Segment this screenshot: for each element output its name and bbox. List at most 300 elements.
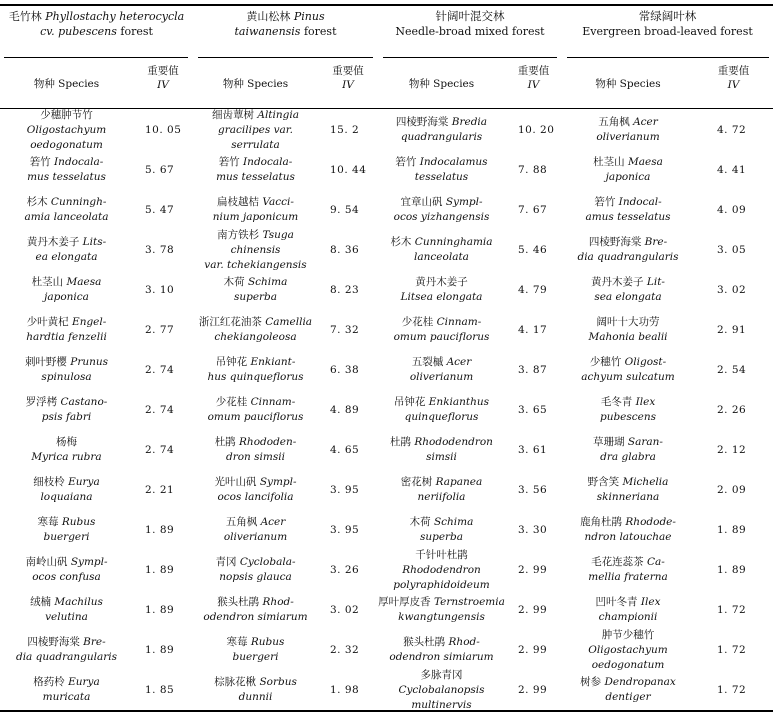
species-name-cn: 宜章山矾 bbox=[400, 196, 446, 208]
iv-col-header bbox=[133, 64, 193, 104]
species-cell bbox=[378, 270, 505, 310]
table-row bbox=[0, 190, 773, 230]
species-name-cn: 杜茎山 bbox=[31, 276, 67, 288]
species-line-2: dron simsii bbox=[226, 451, 285, 463]
species-cell bbox=[0, 270, 133, 310]
species-line-1 bbox=[224, 275, 288, 290]
species-cell bbox=[562, 190, 694, 230]
forest-name-cn: 常绿阔叶林 bbox=[638, 9, 697, 23]
species-line-1 bbox=[390, 435, 493, 450]
iv-value: 5. 67 bbox=[145, 164, 175, 176]
species-name-latin: Altingia bbox=[257, 108, 299, 121]
iv-value: 8. 23 bbox=[330, 284, 360, 296]
species-name-latin: Dendropanax bbox=[604, 676, 676, 688]
species-cell bbox=[378, 190, 505, 230]
iv-value: 4. 89 bbox=[330, 404, 360, 416]
forest-name-latin-2: cv. pubescens bbox=[40, 25, 117, 38]
species-line-2: Litsea elongata bbox=[400, 291, 483, 303]
species-line-1 bbox=[401, 475, 482, 490]
species-line-2: tesselatus bbox=[414, 171, 469, 183]
iv-value: 2. 99 bbox=[518, 564, 548, 576]
species-line-1 bbox=[593, 155, 663, 170]
forest-name-en: forest bbox=[120, 25, 153, 38]
species-line-1 bbox=[217, 195, 294, 210]
iv-value: 2. 99 bbox=[518, 644, 548, 656]
species-cell bbox=[193, 230, 318, 270]
species-line-2: dia quadrangularis bbox=[15, 651, 118, 663]
species-line-1 bbox=[394, 395, 489, 410]
species-col-header: 物种 Species bbox=[408, 78, 475, 90]
species-line-1 bbox=[38, 515, 96, 530]
iv-value: 7. 67 bbox=[518, 204, 548, 216]
species-name-cn: 木荷 bbox=[223, 276, 248, 288]
species-name-latin: Schima bbox=[247, 276, 288, 288]
species-cell bbox=[193, 630, 318, 670]
species-cell bbox=[0, 310, 133, 350]
species-col-header: 物种 Species bbox=[222, 78, 289, 90]
species-name-latin: Sympl- bbox=[70, 556, 108, 568]
species-name-latin: Cyclobalanopsis bbox=[398, 683, 485, 696]
species-line-1 bbox=[27, 195, 107, 210]
species-line-2: lanceolata bbox=[414, 251, 469, 263]
species-name-cn: 五角枫 bbox=[598, 116, 634, 128]
forest-name-en: Evergreen broad-leaved forest bbox=[582, 25, 753, 38]
species-name-cn: 绒楠 bbox=[30, 596, 55, 608]
iv-value: 3. 05 bbox=[717, 244, 747, 256]
table-row bbox=[0, 550, 773, 590]
species-name-cn: 草珊瑚 bbox=[593, 436, 628, 448]
species-line-2: dunnii bbox=[238, 691, 273, 703]
species-name-cn: 少穗竹 bbox=[589, 356, 625, 368]
species-name-cn: 黄丹木姜子 bbox=[26, 236, 83, 248]
species-cell bbox=[193, 470, 318, 510]
iv-value: 2. 99 bbox=[518, 604, 548, 616]
species-name-cn: 吊钟花 bbox=[215, 356, 251, 368]
species-name-cn: 棕脉花楸 bbox=[214, 676, 260, 688]
species-line-1 bbox=[580, 675, 676, 690]
species-cell bbox=[378, 630, 505, 670]
species-name-latin: Ca- bbox=[647, 556, 665, 568]
species-line-2: omum pauciflorus bbox=[207, 411, 304, 423]
species-line-1 bbox=[403, 635, 480, 650]
iv-value: 2. 74 bbox=[145, 444, 175, 456]
species-line-1 bbox=[27, 235, 106, 250]
species-name-cn: 千针叶杜鹃 bbox=[415, 548, 468, 561]
species-line-1 bbox=[217, 595, 294, 610]
iv-value: 2. 32 bbox=[330, 644, 360, 656]
species-name-cn: 杜鹃 bbox=[390, 436, 415, 448]
species-line-2: ea elongata bbox=[35, 251, 98, 263]
iv-value: 2. 26 bbox=[717, 404, 747, 416]
species-name-latin: Rapanea bbox=[435, 476, 483, 488]
iv-value: 5. 46 bbox=[518, 244, 548, 256]
iv-value: 4. 65 bbox=[330, 444, 360, 456]
table-row bbox=[0, 390, 773, 430]
iv-value: 3. 02 bbox=[717, 284, 747, 296]
species-name-latin: Indocal- bbox=[618, 196, 662, 208]
species-cell bbox=[378, 670, 505, 710]
species-line-2: gracilipes var. serrulata bbox=[217, 123, 293, 151]
iv-value: 3. 95 bbox=[330, 484, 360, 496]
species-col-header: 物种 Species bbox=[33, 78, 100, 90]
species-line-1 bbox=[591, 275, 665, 290]
species-line-1 bbox=[215, 435, 297, 450]
species-name-latin: Saran- bbox=[627, 436, 663, 448]
iv-symbol: IV bbox=[342, 79, 354, 91]
species-name-latin: Rhod- bbox=[448, 636, 480, 648]
species-name-cn: 黄丹木姜子 bbox=[415, 276, 468, 288]
species-name-latin: Michelia bbox=[622, 476, 669, 488]
species-name-latin: Machilus bbox=[54, 596, 103, 608]
species-line-2: nium japonicum bbox=[212, 211, 299, 223]
species-line-2: nopsis glauca bbox=[219, 571, 292, 583]
species-name-latin: Prunus bbox=[70, 356, 109, 368]
species-line-1 bbox=[562, 628, 694, 658]
iv-value: 1. 89 bbox=[145, 564, 175, 576]
species-cell bbox=[378, 150, 505, 190]
species-line-1 bbox=[378, 668, 505, 698]
table-bottom-rule bbox=[0, 710, 773, 712]
species-name-latin: Lit- bbox=[646, 276, 665, 288]
iv-value: 3. 78 bbox=[145, 244, 175, 256]
iv-symbol: IV bbox=[157, 79, 169, 91]
iv-value: 6. 38 bbox=[330, 364, 360, 376]
species-line-1 bbox=[596, 595, 661, 610]
iv-value: 3. 10 bbox=[145, 284, 175, 296]
species-name-cn: 凹叶冬青 bbox=[595, 596, 641, 608]
forest-name-en: forest bbox=[303, 25, 337, 38]
species-name-cn: 刺叶野樱 bbox=[24, 356, 71, 368]
forest-name-latin: Phyllostachy heterocycla bbox=[45, 10, 185, 23]
species-cell bbox=[378, 390, 505, 430]
species-cell bbox=[562, 350, 694, 390]
species-name-cn: 四棱野海棠 bbox=[588, 236, 645, 248]
species-line-1 bbox=[216, 395, 296, 410]
species-line-2: amia lanceolata bbox=[24, 211, 109, 223]
species-line-1 bbox=[199, 315, 312, 330]
iv-value: 1. 89 bbox=[145, 604, 175, 616]
species-name-cn: 少穗肿节竹 bbox=[40, 108, 93, 121]
species-cell bbox=[0, 430, 133, 470]
species-cell bbox=[378, 310, 505, 350]
species-name-cn: 南岭山矾 bbox=[25, 556, 71, 568]
iv-value: 10. 20 bbox=[518, 124, 555, 136]
forest-name-cn: 黄山松林 bbox=[246, 10, 291, 23]
species-name-cn: 厚叶厚皮香 bbox=[378, 596, 434, 608]
species-name-latin: Sympl- bbox=[445, 196, 483, 208]
species-line-2: japonica bbox=[605, 171, 651, 183]
species-line-2: dia quadrangularis bbox=[577, 251, 679, 263]
iv-symbol: IV bbox=[527, 79, 540, 91]
species-line-1 bbox=[390, 235, 492, 250]
species-line-2: Myrica rubra bbox=[31, 451, 102, 463]
species-line-1 bbox=[395, 155, 487, 170]
species-cell bbox=[0, 590, 133, 630]
species-name-cn: 毛冬青 bbox=[600, 396, 636, 408]
species-name-cn: 杉木 bbox=[26, 196, 51, 208]
species-name-cn: 肿节少穗竹 bbox=[601, 628, 655, 641]
species-line-1 bbox=[32, 275, 102, 290]
species-name-cn: 箬竹 bbox=[29, 156, 55, 168]
iv-col-header bbox=[694, 64, 773, 104]
species-line-2: mus tesselatus bbox=[216, 171, 295, 183]
iv-value: 1. 72 bbox=[717, 604, 747, 616]
species-line-1 bbox=[378, 595, 505, 610]
species-line-2: spinulosa bbox=[41, 371, 92, 383]
iv-value: 1. 89 bbox=[717, 564, 747, 576]
species-line-2: oliverianum bbox=[596, 131, 660, 143]
species-cell bbox=[0, 510, 133, 550]
species-line-2: dentiger bbox=[605, 691, 651, 703]
species-name-latin: Enkianthus bbox=[428, 396, 490, 408]
species-line-1 bbox=[193, 228, 318, 258]
species-line-1 bbox=[214, 675, 297, 690]
species-cell bbox=[562, 510, 694, 550]
species-line-1 bbox=[597, 315, 660, 330]
iv-value: 15. 2 bbox=[330, 124, 360, 136]
species-name-cn: 五角枫 bbox=[225, 516, 261, 528]
species-line-2: superba bbox=[419, 531, 464, 543]
species-name-cn: 鹿角杜鹃 bbox=[580, 516, 626, 528]
species-line-2: psis fabri bbox=[41, 411, 92, 423]
species-name-latin: Bre- bbox=[83, 636, 106, 648]
species-cell bbox=[193, 510, 318, 550]
species-cell bbox=[0, 230, 133, 270]
species-cell bbox=[0, 470, 133, 510]
species-name-latin: Bre- bbox=[644, 236, 668, 248]
species-name-cn: 箬竹 bbox=[395, 156, 420, 168]
species-line-1 bbox=[226, 515, 286, 530]
species-name-latin: Acer bbox=[260, 516, 286, 528]
forest-name-en: Needle-broad mixed forest bbox=[395, 25, 545, 38]
species-line-1 bbox=[25, 555, 107, 570]
species-name-latin: Eurya bbox=[68, 676, 100, 688]
species-name-latin: Cinnam- bbox=[436, 316, 482, 328]
table-row bbox=[0, 510, 773, 550]
species-line-2: chekiangoleosa bbox=[214, 331, 297, 343]
species-line-2: hardtia fenzelii bbox=[26, 331, 107, 343]
iv-value: 1. 89 bbox=[145, 644, 175, 656]
species-line-1 bbox=[402, 315, 482, 330]
species-cell bbox=[0, 390, 133, 430]
species-name-cn: 杨梅 bbox=[56, 436, 77, 448]
species-cell bbox=[193, 310, 318, 350]
table-row bbox=[0, 670, 773, 710]
species-name-cn: 毛花连蕊茶 bbox=[591, 556, 647, 568]
table-row bbox=[0, 430, 773, 470]
species-name-latin: Engel- bbox=[72, 316, 107, 328]
iv-value: 3. 02 bbox=[330, 604, 360, 616]
species-cell bbox=[0, 350, 133, 390]
species-cell bbox=[562, 310, 694, 350]
table-row bbox=[0, 150, 773, 190]
table-row bbox=[0, 310, 773, 350]
species-cell bbox=[562, 670, 694, 710]
species-line-2: buergeri bbox=[43, 531, 90, 543]
species-line-2: mellia fraterna bbox=[588, 571, 668, 583]
species-cell bbox=[193, 270, 318, 310]
iv-value: 1. 89 bbox=[145, 524, 175, 536]
species-name-cn: 格药柃 bbox=[33, 676, 69, 688]
species-name-latin: Rhod- bbox=[262, 596, 294, 608]
species-name-latin: Vacci- bbox=[262, 196, 294, 208]
species-cell bbox=[378, 350, 505, 390]
iv-value: 1. 72 bbox=[717, 644, 747, 656]
species-line-2: odendron simiarum bbox=[203, 611, 308, 623]
species-name-cn: 寒莓 bbox=[226, 636, 251, 648]
species-name-latin: Maesa bbox=[66, 276, 102, 288]
species-name-latin: Sorbus bbox=[259, 676, 297, 688]
species-cell bbox=[562, 110, 694, 150]
iv-value: 5. 47 bbox=[145, 204, 175, 216]
species-line-1 bbox=[396, 115, 487, 130]
iv-label: 重要值 bbox=[517, 65, 550, 77]
species-name-latin: Rhododendron bbox=[414, 436, 493, 448]
species-line-2: odendron simiarum bbox=[389, 651, 494, 663]
species-line-2: oliverianum bbox=[223, 531, 288, 543]
species-name-latin: Cyclobala- bbox=[239, 556, 296, 568]
species-cell bbox=[0, 150, 133, 190]
species-name-cn: 细齿蕈树 bbox=[212, 108, 258, 121]
table-row bbox=[0, 470, 773, 510]
species-cell bbox=[562, 390, 694, 430]
species-line-2: oedogonatum bbox=[591, 658, 665, 671]
iv-value: 3. 65 bbox=[518, 404, 548, 416]
iv-value: 2. 91 bbox=[717, 324, 747, 336]
species-name-cn: 青冈 bbox=[215, 556, 240, 568]
iv-value: 1. 85 bbox=[145, 684, 175, 696]
iv-value: 4. 17 bbox=[518, 324, 548, 336]
species-name-latin: Rhododendron bbox=[402, 563, 481, 576]
species-name-latin: Ternstroemia bbox=[433, 596, 505, 608]
species-name-cn: 杜茎山 bbox=[593, 156, 628, 168]
species-cell bbox=[378, 110, 505, 150]
species-name-latin: Rubus bbox=[61, 516, 96, 528]
species-line-2: kwangtungensis bbox=[398, 611, 485, 623]
species-cell bbox=[193, 110, 318, 150]
iv-value: 9. 54 bbox=[330, 204, 360, 216]
iv-value: 1. 89 bbox=[717, 524, 747, 536]
species-name-cn: 扁枝越桔 bbox=[217, 196, 263, 208]
species-line-1 bbox=[212, 108, 299, 123]
species-line-1 bbox=[216, 355, 296, 370]
species-name-latin: Indocalamus bbox=[419, 156, 488, 168]
species-name-latin: Maesa bbox=[627, 156, 663, 168]
forest-name-cn: 针阔叶混交林 bbox=[435, 9, 505, 23]
iv-symbol: IV bbox=[727, 79, 740, 91]
species-name-cn: 光叶山矾 bbox=[214, 476, 260, 488]
species-name-cn: 猴头杜鹃 bbox=[217, 596, 263, 608]
species-line-1 bbox=[27, 315, 107, 330]
species-name-latin: Bredia bbox=[451, 116, 488, 128]
forest-header-evergreen bbox=[562, 9, 773, 55]
species-cell bbox=[193, 590, 318, 630]
species-line-1 bbox=[56, 435, 77, 450]
species-line-2: ocos lancifolia bbox=[217, 491, 294, 503]
iv-value: 4. 41 bbox=[717, 164, 747, 176]
species-cell bbox=[0, 550, 133, 590]
forest-underline bbox=[383, 57, 557, 58]
species-name-latin: Cinnam- bbox=[250, 396, 296, 408]
species-name-latin: Ilex bbox=[635, 396, 656, 408]
iv-col-header bbox=[318, 64, 378, 104]
species-name-latin: Schima bbox=[433, 516, 474, 528]
species-cell bbox=[562, 590, 694, 630]
species-line-1 bbox=[378, 548, 505, 578]
species-line-1 bbox=[27, 635, 105, 650]
iv-value: 10. 44 bbox=[330, 164, 367, 176]
species-cell bbox=[193, 390, 318, 430]
species-line-1 bbox=[594, 195, 661, 210]
iv-value: 2. 74 bbox=[145, 364, 175, 376]
species-line-1 bbox=[410, 515, 474, 530]
iv-value: 2. 21 bbox=[145, 484, 175, 496]
forest-underline bbox=[198, 57, 373, 58]
species-name-latin: Oligost- bbox=[624, 356, 667, 368]
species-name-cn: 细枝柃 bbox=[33, 476, 69, 488]
species-cell bbox=[562, 470, 694, 510]
iv-value: 4. 09 bbox=[717, 204, 747, 216]
species-cell bbox=[562, 430, 694, 470]
iv-value: 2. 09 bbox=[717, 484, 747, 496]
species-line-2: Mahonia bealii bbox=[588, 331, 668, 343]
species-cell bbox=[193, 190, 318, 230]
table-row bbox=[0, 110, 773, 150]
species-line-2: ocos confusa bbox=[32, 571, 101, 583]
species-line-2: ocos yizhangensis bbox=[393, 211, 490, 223]
species-cell bbox=[562, 270, 694, 310]
species-line-1 bbox=[588, 475, 669, 490]
forest-name-cn: 毛竹林 bbox=[8, 10, 42, 23]
species-line-1 bbox=[33, 675, 99, 690]
species-line-2: superba bbox=[233, 291, 278, 303]
species-line-1 bbox=[598, 115, 658, 130]
species-line-2: oedogonatum bbox=[30, 138, 103, 151]
species-name-latin: Castano- bbox=[60, 396, 108, 408]
iv-value: 3. 30 bbox=[518, 524, 548, 536]
iv-value: 7. 88 bbox=[518, 164, 548, 176]
species-line-1 bbox=[30, 595, 103, 610]
species-name-latin: Enkiant- bbox=[250, 356, 296, 368]
species-name-latin: Eurya bbox=[68, 476, 100, 488]
species-line-1 bbox=[415, 275, 468, 290]
forest-header-bamboo bbox=[0, 9, 193, 55]
iv-col-header bbox=[505, 64, 562, 104]
species-line-2: loquaiana bbox=[40, 491, 93, 503]
iv-value: 10. 05 bbox=[145, 124, 182, 136]
species-name-cn: 少叶黄杞 bbox=[26, 316, 73, 328]
species-line-2: oliverianum bbox=[409, 371, 474, 383]
species-line-1 bbox=[30, 155, 104, 170]
species-cell bbox=[0, 190, 133, 230]
species-line-2: pubescens bbox=[599, 411, 657, 423]
species-name-latin: Rubus bbox=[250, 636, 285, 648]
species-name-cn: 多脉青冈 bbox=[420, 668, 463, 681]
species-name-latin: Indocala- bbox=[54, 156, 104, 168]
species-name-cn: 密花树 bbox=[400, 476, 436, 488]
species-line-2: amus tesselatus bbox=[585, 211, 671, 223]
species-cell bbox=[193, 350, 318, 390]
species-line-1 bbox=[25, 355, 108, 370]
species-line-1 bbox=[412, 355, 472, 370]
species-name-cn: 杉木 bbox=[390, 236, 415, 248]
forest-underline bbox=[567, 57, 769, 58]
species-name-latin: Indocala- bbox=[243, 156, 293, 168]
iv-value: 2. 54 bbox=[717, 364, 747, 376]
iv-value: 3. 87 bbox=[518, 364, 548, 376]
species-name-latin: Acer bbox=[446, 356, 472, 368]
species-line-1 bbox=[601, 395, 656, 410]
